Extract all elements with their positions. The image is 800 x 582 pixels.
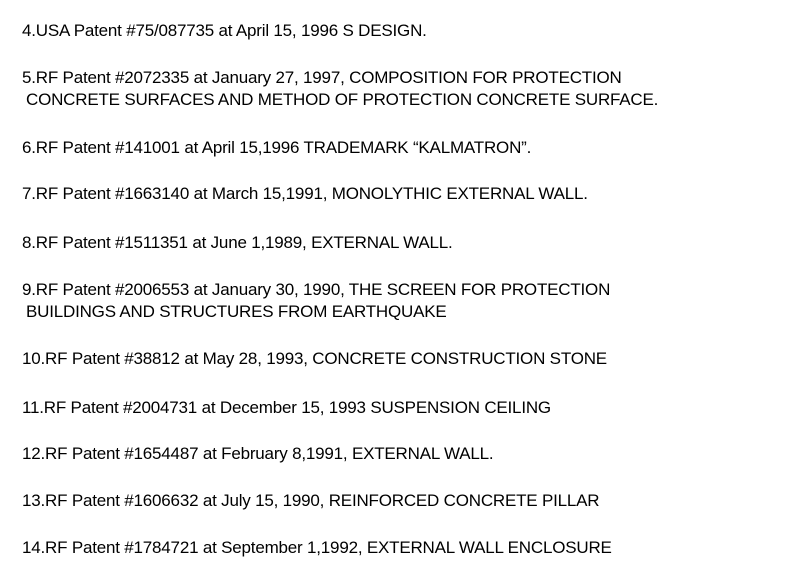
patent-entry (22, 537, 612, 559)
patent-entry-text: 7.RF Patent #1663140 at March 15,1991, MONOLYTHIC EXTERNAL WALL. (22, 184, 588, 203)
patent-entry-text: 13.RF Patent #1606632 at July 15, 1990, REINFORCED CONCRETE PILLAR (22, 491, 600, 510)
patent-entry-text: 11.RF Patent #2004731 at December 15, 1993 SUSPENSION CEILING (22, 398, 551, 417)
patent-entry (22, 137, 531, 159)
patent-entry (22, 279, 610, 323)
patent-entry (22, 397, 551, 419)
patent-entry (22, 20, 427, 42)
patent-entry (22, 348, 607, 370)
patent-entry-continuation: BUILDINGS AND STRUCTURES FROM EARTHQUAKE (26, 302, 447, 321)
patent-entry-text: 4.USA Patent #75/087735 at April 15, 1996 S DESIGN. (22, 21, 427, 40)
patent-entry-text: 12.RF Patent #1654487 at February 8,1991, EXTERNAL WALL. (22, 444, 494, 463)
patent-entry (22, 232, 453, 254)
patent-entry-text: 6.RF Patent #141001 at April 15,1996 TRADEMARK “KALMATRON”. (22, 138, 532, 157)
patent-entry (22, 67, 658, 111)
patent-entry-continuation: CONCRETE SURFACES AND METHOD OF PROTECTION CONCRETE SURFACE. (26, 90, 659, 109)
patent-entry-text: 5.RF Patent #2072335 at January 27, 1997, COMPOSITION FOR PROTECTION (22, 68, 622, 87)
patent-entry-text: 8.RF Patent #1511351 at June 1,1989, EXTERNAL WALL. (22, 233, 453, 252)
patent-entry-text: 9.RF Patent #2006553 at January 30, 1990, THE SCREEN FOR PROTECTION (22, 280, 611, 299)
patent-entry-text: 10.RF Patent #38812 at May 28, 1993, CONCRETE CONSTRUCTION STONE (22, 349, 607, 368)
patent-entry-text: 14.RF Patent #1784721 at September 1,1992, EXTERNAL WALL ENCLOSURE (22, 538, 612, 557)
patent-entry (22, 490, 599, 512)
patent-entry (22, 183, 588, 205)
patent-entry (22, 443, 493, 465)
